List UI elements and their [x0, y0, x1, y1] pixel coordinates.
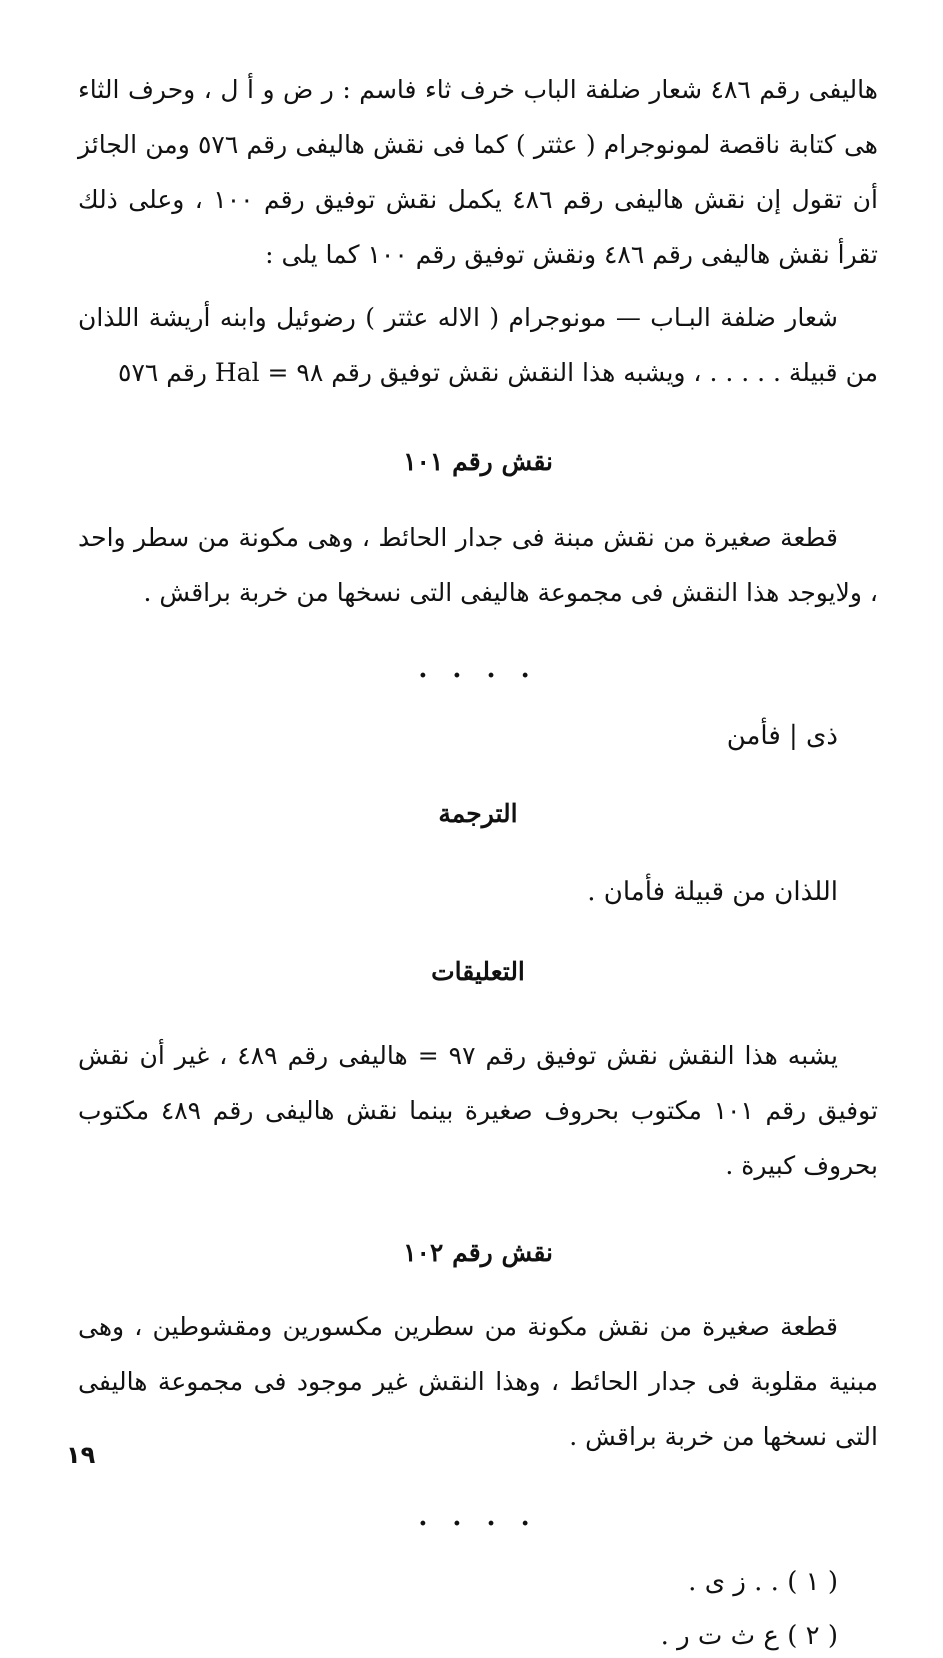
footnote-line-1: ( ١ ) . . ز ى . — [688, 1567, 838, 1597]
document-page — [78, 62, 878, 1658]
paragraph-inscription-101-description: قطعة صغيرة من نقش مبنة فى جدار الحائط ، وهى مكونة من سطر واحد ، ولايوجد هذا النقش فى مجموعة هاليفى التى نسخها من خربة براقش . — [78, 523, 878, 607]
heading-inscription-102: نقش رقم ١٠٢ — [403, 1238, 553, 1267]
page-number: ١٩ — [66, 1441, 96, 1469]
paragraph-halevy-486: هاليفى رقم ٤٨٦ شعار ضلفة الباب خرف ثاء فاسم : ر ض و أ ل ، وحرف الثاء هى كتابة ناقصة لمونوجرام ( عثتر ) كما فى نقش هاليفى رقم ٥٧٦ ومن الجائز أن تقول إن نقش هاليفى رقم ٤٨٦ يكمل نقش توفيق رقم ١٠٠ ، وعلى ذلك تقرأ نقش هاليفى رقم ٤٨٦ ونقش توفيق رقم ١٠٠ كما يلى : — [78, 75, 878, 269]
heading-translation: الترجمة — [438, 799, 518, 828]
paragraph-door-emblem: شعار ضلفة البـاب — مونوجرام ( الاله عثتر ) رضوئيل وابنه أريشة اللذان من قبيلة . . . . . ، ويشبه هذا النقش نقش توفيق رقم ٩٨ = Hal رقم ٥٧٦ — [78, 303, 878, 387]
paragraph-inscription-102-description: قطعة صغيرة من نقش مكونة من سطرين مكسورين ومقشوطين ، وهى مبنية مقلوبة فى جدار الحائط ، وهذا النقش غير موجود فى مجموعة هاليفى التى نسخها من خربة براقش . — [78, 1312, 878, 1451]
separator-dots: . . . . — [418, 654, 538, 684]
inscription-101-text: ذى | فأمن — [726, 721, 838, 751]
separator-dots: . . . . — [418, 1502, 538, 1532]
heading-comments: التعليقات — [431, 957, 525, 986]
heading-inscription-101: نقش رقم ١٠١ — [403, 447, 553, 476]
paragraph-comments: يشبه هذا النقش نقش توفيق رقم ٩٧ = هاليفى رقم ٤٨٩ ، غير أن نقش توفيق رقم ١٠١ مكتوب بحروف صغيرة بينما نقش هاليفى رقم ٤٨٩ مكتوب بحروف كبيرة . — [78, 1041, 878, 1180]
footnote-line-2: ( ٢ ) ع ث ت ر . — [660, 1621, 838, 1651]
translation-text: اللذان من قبيلة فأمان . — [587, 877, 838, 907]
